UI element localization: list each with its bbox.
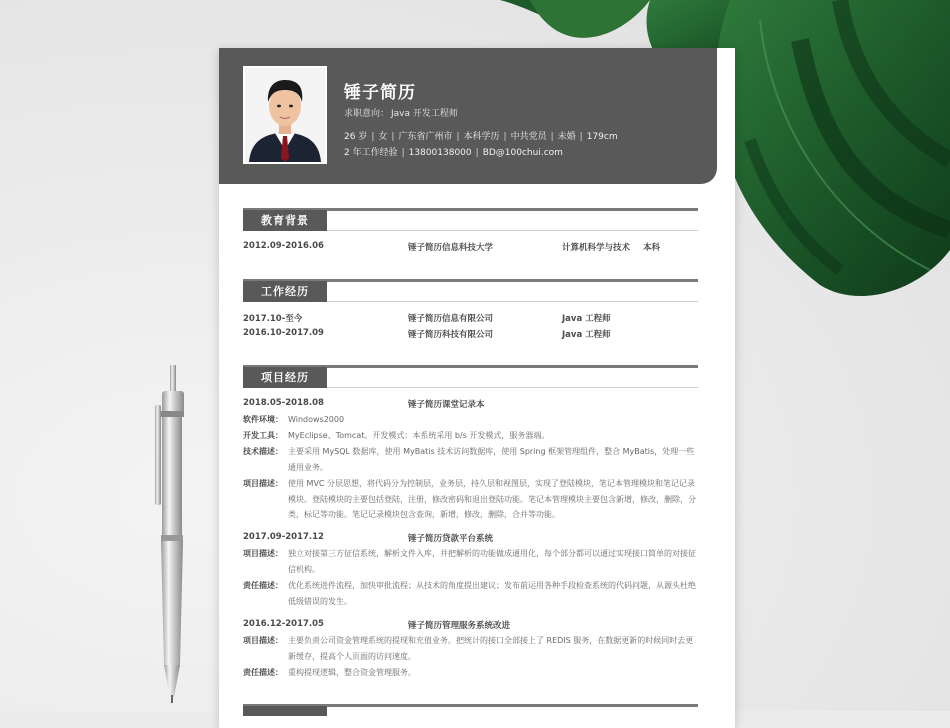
project-field [243,476,698,523]
candidate-name: 锤子简历 [344,83,416,103]
work-date: 2016.10-2017.09 [243,328,324,338]
info-height: 179cm [586,132,618,142]
education-school: 锤子简历信息科技大学 [408,243,494,253]
section-next-label [243,706,327,716]
work-company: 锤子简历信息有限公司 [408,314,494,324]
section-next-title [243,704,698,726]
project-field [243,444,698,475]
resume-paper [219,48,735,728]
field-key: 责任描述： [243,581,283,590]
project-header [243,532,698,546]
pen-decoration [152,365,192,705]
project-field [243,412,698,428]
personal-info-line-2: 2 年工作经验 | 13800138000 | BD@100chui.com [344,148,563,158]
info-age: 26 岁 [344,132,368,142]
field-key: 项目描述： [243,479,283,488]
field-key: 责任描述： [243,668,283,677]
field-key: 项目描述： [243,549,283,558]
section-education-label: 教育背景 [243,210,327,231]
job-intent [344,106,458,119]
field-value: 使用 MVC 分层思想，将代码分为控制层，业务层，持久层和视图层，实现了登陆模块，笔记本管理模块和笔记记录模块。登陆模块的主要包括登陆，注册，修改密码和退出登陆功能。笔记本管理模块主要包含新增，修改，删除，分类，标记等功能。笔记记录模块包含查询，新增，修改，删除，合并等功能。 [288,479,696,519]
field-key: 技术描述： [243,447,283,456]
field-value: 优化系统进件流程，加快审批流程；从技术的角度提出建议；发布前运用各种手段检查系统的代码问题，从源头杜绝低级错误的发生。 [288,581,696,606]
project-date: 2017.09-2017.12 [243,532,324,542]
project-header [243,619,698,633]
field-value: 主要采用 MySQL 数据库，使用 MyBatis 技术访问数据库，使用 Spring 框架管理组件，整合 MyBatis，处理一些通用业务。 [288,447,695,472]
section-work-title [243,279,698,301]
education-major: 计算机科学与技术 [562,243,631,253]
project-field [243,633,698,664]
project-field [243,546,698,577]
work-role: Java 工程师 [562,330,611,340]
project-date: 2018.05-2018.08 [243,398,324,408]
info-phone: 13800138000 [408,148,472,158]
work-company: 锤子简历科技有限公司 [408,330,494,340]
section-education-title [243,208,698,230]
resume-header [219,48,717,184]
project-name: 锤子简历贷款平台系统 [408,534,494,544]
profile-photo [243,66,327,164]
project-name: 锤子简历课堂记录本 [408,400,485,410]
field-value: Windows2000 [288,415,345,424]
section-projects-label: 项目经历 [243,367,327,388]
section-projects-title [243,365,698,387]
info-location: 广东省广州市 [398,132,453,142]
info-experience: 2 年工作经验 [344,148,398,158]
work-role: Java 工程师 [562,314,611,324]
project-field [243,665,698,681]
work-row [243,312,698,326]
field-value: 独立对接第三方征信系统，解析文件入库，并把解析的功能做成通用化，每个部分都可以通过实现接口简单的对接征信机构。 [288,549,696,574]
field-value: MyEclipse、Tomcat。开发模式：本系统采用 b/s 开发模式，服务器端。 [288,431,550,440]
education-date: 2012.09-2016.06 [243,241,324,251]
personal-info-line-1: 26 岁 | 女 | 广东省广州市 | 本科学历 | 中共党员 | 未婚 | 179cm [344,132,618,142]
person-avatar-icon [245,68,325,162]
education-row [243,241,698,255]
work-date: 2017.10-至今 [243,314,303,324]
project-header [243,398,698,412]
project-field [243,428,698,444]
field-value: 重构提现逻辑，整合资金管理服务。 [288,668,416,677]
info-education: 本科学历 [463,132,500,142]
project-date: 2016.12-2017.05 [243,619,324,629]
field-key: 软件环境： [243,415,283,424]
section-work-label: 工作经历 [243,281,327,302]
info-email: BD@100chui.com [482,148,563,158]
info-political: 中共党员 [510,132,547,142]
info-gender: 女 [378,132,388,142]
project-field [243,578,698,609]
job-intent-label: 求职意向： [344,109,390,119]
education-degree: 本科 [643,243,661,253]
info-marital: 未婚 [557,132,576,142]
field-key: 开发工具： [243,431,283,440]
project-name: 锤子简历管理服务系统改进 [408,621,511,631]
work-row [243,328,698,342]
field-key: 项目描述： [243,636,283,645]
field-value: 主要负责公司资金管理系统的提现和充值业务。把统计的接口全部接上了 REDIS 服务，在数据更新的时候同时去更新缓存，提高个人页面的访问速度。 [288,636,694,661]
job-intent-value: Java 开发工程师 [391,109,458,119]
